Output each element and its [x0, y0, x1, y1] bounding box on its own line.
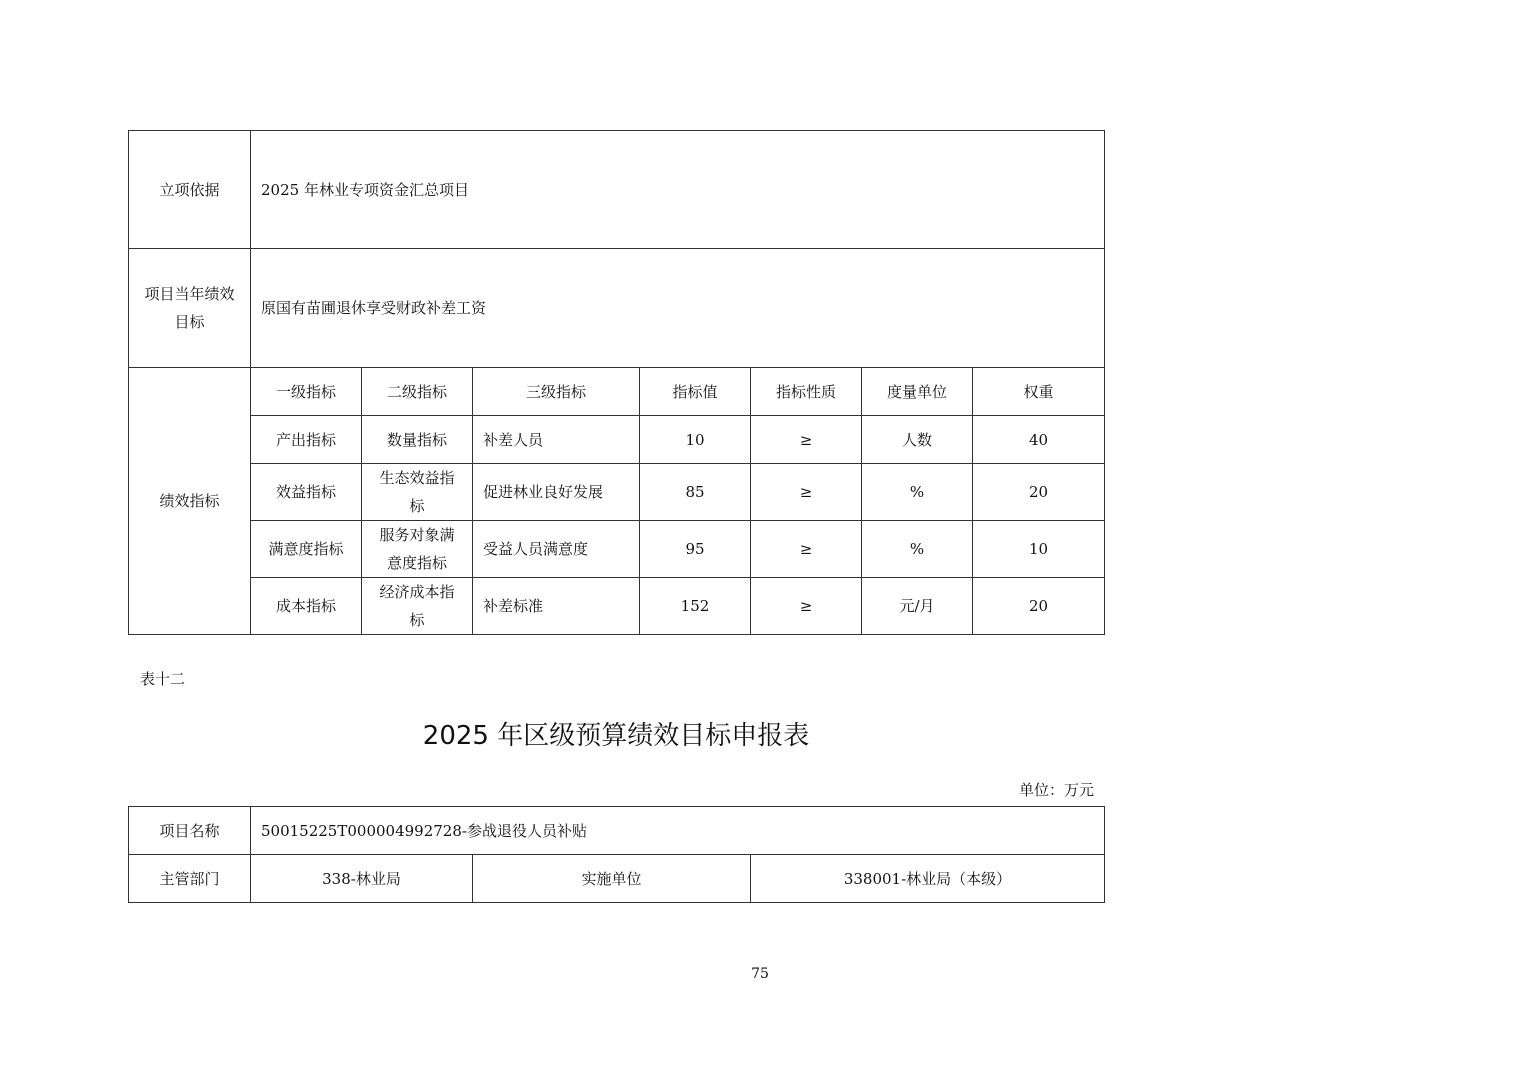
table-row	[129, 578, 1105, 635]
header-level3: 三级指标	[473, 368, 640, 416]
department-label: 主管部门	[129, 855, 251, 903]
project-info-table	[128, 806, 1105, 903]
implementer-label: 实施单位	[473, 855, 751, 903]
level2-cell	[362, 464, 473, 521]
weight-cell: 20	[973, 578, 1105, 635]
level2-text-line2: 标	[409, 497, 425, 515]
unit-cell: %	[862, 464, 973, 521]
unit-note: 单位：万元	[1018, 781, 1094, 799]
project-name-row	[129, 807, 1105, 855]
basis-label: 立项依据	[129, 131, 251, 249]
project-name-label: 项目名称	[129, 807, 251, 855]
value-cell: 152	[640, 578, 751, 635]
department-value: 338-林业局	[251, 855, 473, 903]
unit-cell: %	[862, 521, 973, 578]
header-weight: 权重	[973, 368, 1105, 416]
table-row	[129, 464, 1105, 521]
basis-row	[129, 131, 1105, 249]
performance-target-table	[128, 130, 1105, 635]
level2-text-line1: 经济成本指	[379, 583, 455, 601]
header-level1: 一级指标	[251, 368, 362, 416]
weight-cell: 10	[973, 521, 1105, 578]
project-name-value: 50015225T000004992728-参战退役人员补贴	[251, 807, 1105, 855]
table-row	[129, 521, 1105, 578]
header-nature: 指标性质	[751, 368, 862, 416]
level1-cell: 满意度指标	[251, 521, 362, 578]
level2-cell	[362, 416, 473, 464]
level1-cell: 产出指标	[251, 416, 362, 464]
value-cell: 10	[640, 416, 751, 464]
nature-cell: ≥	[751, 521, 862, 578]
header-value: 指标值	[640, 368, 751, 416]
goal-value: 原国有苗圃退休享受财政补差工资	[251, 249, 1105, 368]
indicators-label: 绩效指标	[129, 368, 251, 635]
unit-cell: 元/月	[862, 578, 973, 635]
table-number-note: 表十二	[140, 670, 186, 688]
value-cell: 85	[640, 464, 751, 521]
weight-cell: 40	[973, 416, 1105, 464]
level2-text-line1: 服务对象满	[379, 526, 455, 544]
page-title: 2025 年区级预算绩效目标申报表	[422, 721, 810, 751]
level3-cell: 补差标准	[473, 578, 640, 635]
level2-cell	[362, 578, 473, 635]
goal-label-line2: 目标	[174, 313, 205, 331]
level3-cell: 促进林业良好发展	[473, 464, 640, 521]
implementer-value: 338001-林业局（本级）	[751, 855, 1105, 903]
weight-cell: 20	[973, 464, 1105, 521]
level1-cell: 成本指标	[251, 578, 362, 635]
level3-cell: 受益人员满意度	[473, 521, 640, 578]
level3-cell: 补差人员	[473, 416, 640, 464]
goal-label-line1: 项目当年绩效	[144, 285, 235, 303]
level1-cell: 效益指标	[251, 464, 362, 521]
level2-text-line1: 生态效益指	[379, 469, 455, 487]
nature-cell: ≥	[751, 416, 862, 464]
level2-text-line2: 标	[409, 611, 425, 629]
basis-value: 2025 年林业专项资金汇总项目	[251, 131, 1105, 249]
header-level2: 二级指标	[362, 368, 473, 416]
nature-cell: ≥	[751, 578, 862, 635]
value-cell: 95	[640, 521, 751, 578]
page-number: 75	[751, 966, 769, 982]
indicator-header-row	[129, 368, 1105, 416]
level2-cell	[362, 521, 473, 578]
nature-cell: ≥	[751, 464, 862, 521]
unit-cell: 人数	[862, 416, 973, 464]
level2-text-line2: 意度指标	[386, 554, 447, 572]
goal-row	[129, 249, 1105, 368]
goal-label	[129, 249, 251, 368]
department-row	[129, 855, 1105, 903]
table-row	[129, 416, 1105, 464]
header-unit: 度量单位	[862, 368, 973, 416]
level2-text: 数量指标	[386, 430, 447, 449]
